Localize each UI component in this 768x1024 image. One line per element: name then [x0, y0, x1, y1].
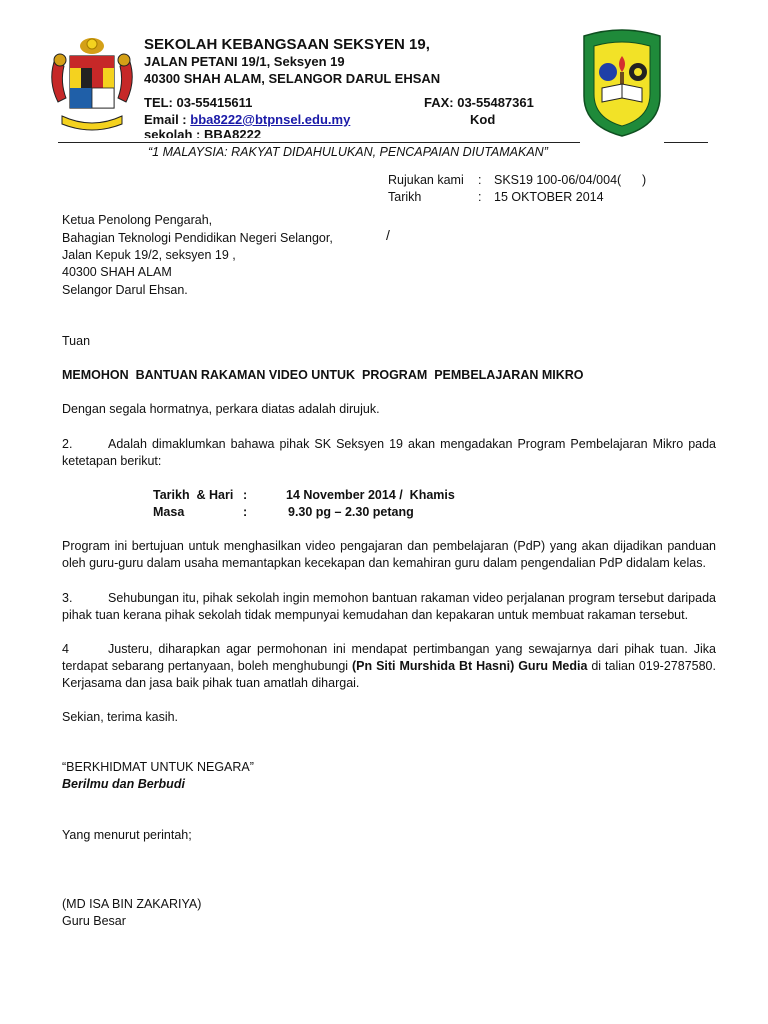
header-divider-right: [664, 142, 708, 143]
paragraph-4-text-before: Justeru, diharapkan agar permohonan ini mendapat pertimbangan yang sewajarnya dari pihak tuan. Jika terdapat sebarang pertanyaan, boleh menghubungi: [62, 642, 716, 673]
kod-sekolah-cutoff: [144, 128, 264, 138]
subject-line: MEMOHON BANTUAN RAKAMAN VIDEO UNTUK PROGRAM PEMBELAJARAN MIKRO: [62, 368, 584, 382]
closing-line: Sekian, terima kasih.: [62, 710, 179, 724]
letter-date: 15 OKTOBER 2014: [494, 190, 604, 204]
national-motto: “1 MALAYSIA: RAKYAT DIDAHULUKAN, PENCAPAIAN DIUTAMAKAN”: [148, 145, 548, 159]
date-label: Tarikh: [388, 190, 422, 204]
ref-label: Rujukan kami: [388, 173, 464, 187]
telephone-number: TEL: 03-55415611: [144, 95, 253, 110]
schedule-time-label: Masa: [153, 505, 185, 519]
kod-sekolah-text: sekolah : BBA8222: [144, 128, 262, 138]
paragraph-3: [62, 590, 716, 624]
kod-label: Kod: [470, 112, 496, 127]
email-link[interactable]: bba8222@btpnsel.edu.my: [190, 112, 351, 127]
service-slogan: “BERKHIDMAT UNTUK NEGARA”: [62, 760, 254, 774]
paragraph-4-contact: (Pn Siti Murshida Bt Hasni) Guru Media: [352, 659, 588, 673]
schedule-date-colon: :: [243, 488, 248, 502]
salutation: Tuan: [62, 334, 91, 348]
state-crest-logo: [44, 32, 140, 136]
recipient-line-2: Bahagian Teknologi Pendidikan Negeri Selangor,: [62, 231, 333, 245]
paragraph-3-number: 3.: [62, 591, 73, 605]
ref-colon: :: [478, 173, 482, 187]
schedule-time-value: 9.30 pg – 2.30 petang: [288, 505, 414, 519]
paragraph-4-number: 4: [62, 642, 69, 656]
recipient-line-1: Ketua Penolong Pengarah,: [62, 213, 213, 227]
header-divider: [58, 142, 580, 143]
paragraph-program: Program ini bertujuan untuk menghasilkan video pengajaran dan pembelajaran (PdP) yang akan dijadikan panduan oleh guru-guru dalam usaha memantapkan kecekapan dan kemahiran guru dalam pengendalian PdP didalam kelas.: [62, 539, 716, 570]
address-line-1: JALAN PETANI 19/1, Seksyen 19: [144, 54, 345, 69]
signatory-name: (MD ISA BIN ZAKARIYA): [62, 897, 202, 911]
schedule-date-value: 14 November 2014 / Khamis: [286, 488, 455, 502]
paragraph-2-text: Adalah dimaklumkan bahawa pihak SK Seksyen 19 akan mengadakan Program Pembelajaran Mikro pada ketetapan berikut:: [62, 437, 716, 468]
school-badge-logo: [580, 26, 664, 138]
school-motto: Berilmu dan Berbudi: [62, 777, 185, 791]
school-name: SEKOLAH KEBANGSAAN SEKSYEN 19,: [144, 36, 430, 53]
address-line-2: 40300 SHAH ALAM, SELANGOR DARUL EHSAN: [144, 71, 441, 86]
signatory-title: Guru Besar: [62, 914, 126, 928]
paragraph-2: [62, 436, 716, 470]
paragraph-3-text: Sehubungan itu, pihak sekolah ingin memohon bantuan rakaman video perjalanan program tersebut daripada pihak tuan kerana pihak sekolah tidak mempunyai kemudahan dan kepakaran untuk membuat rakaman tersebut.: [62, 591, 716, 622]
email-row: [144, 112, 350, 127]
date-colon: :: [478, 190, 482, 204]
recipient-line-3: Jalan Kepuk 19/2, seksyen 19 ,: [62, 248, 236, 262]
email-label: Email :: [144, 112, 191, 127]
yours-faithfully: Yang menurut perintah;: [62, 828, 192, 842]
recipient-line-5: Selangor Darul Ehsan.: [62, 283, 188, 297]
paragraph-4-text-after: di talian 019-2787580. Kerjasama dan jasa baik pihak tuan amatlah dihargai.: [62, 659, 716, 690]
paragraph-2-number: 2.: [62, 437, 73, 451]
schedule-date-label: Tarikh & Hari: [153, 488, 234, 502]
schedule-time-colon: :: [243, 505, 248, 519]
opening-sentence: Dengan segala hormatnya, perkara diatas adalah dirujuk.: [62, 402, 380, 416]
slash-mark: /: [386, 227, 390, 243]
ref-number: SKS19 100-06/04/004( ): [494, 173, 647, 187]
paragraph-4: [62, 641, 716, 692]
fax-number: FAX: 03-55487361: [424, 95, 534, 110]
recipient-line-4: 40300 SHAH ALAM: [62, 265, 172, 279]
